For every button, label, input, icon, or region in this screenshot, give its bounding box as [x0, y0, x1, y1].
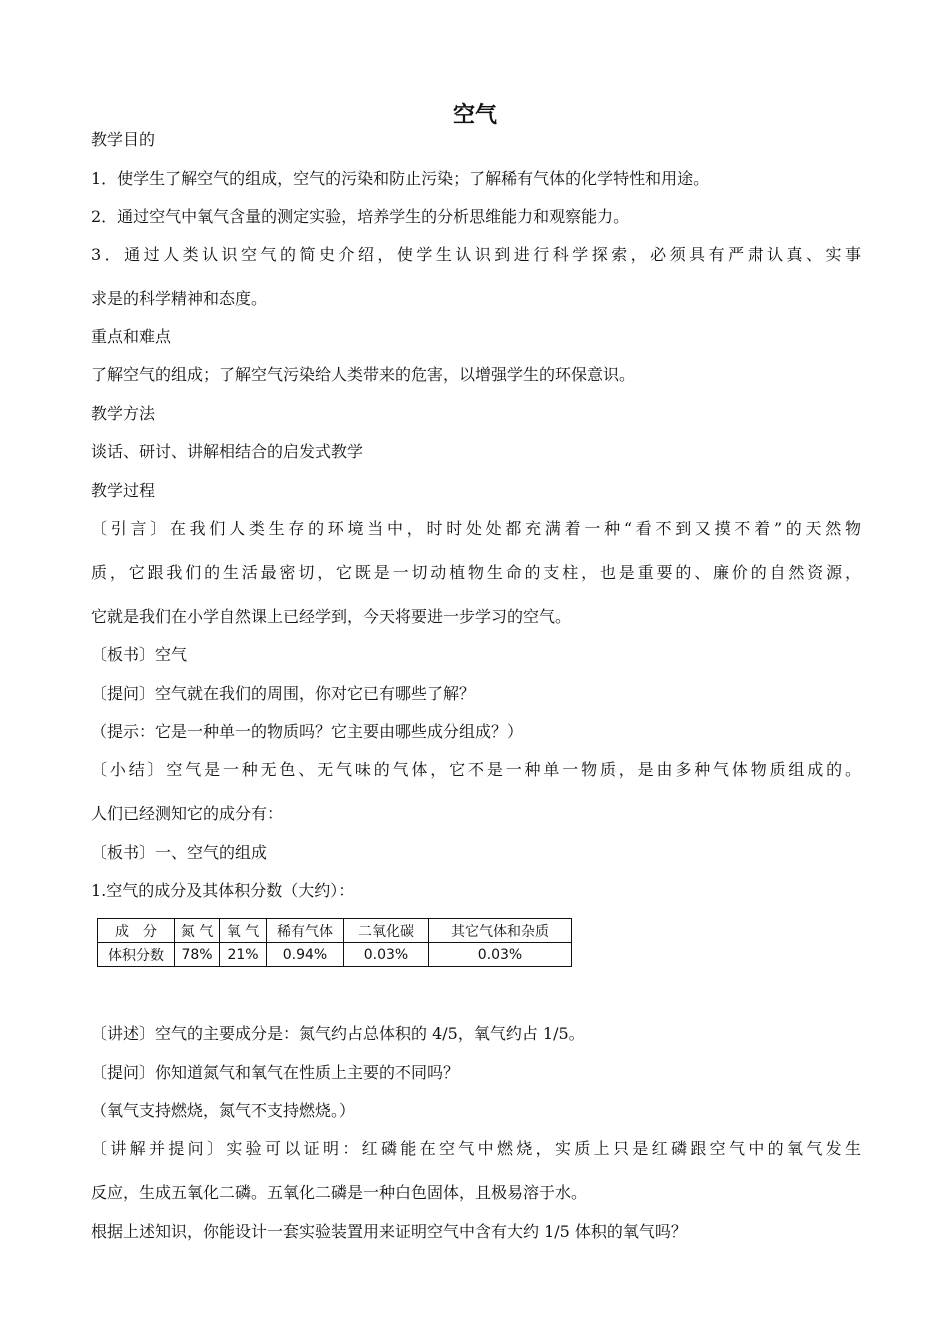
table-cell: 成 分 [98, 919, 175, 943]
summary-line-1: 〔小结〕空气是一种无色、无气味的气体，它不是一种单一物质，是由多种气体物质组成的。 [91, 760, 861, 779]
goal-3-cont: 求是的科学精神和态度。 [91, 289, 268, 308]
question-2: 〔提问〕你知道氮气和氧气在性质上主要的不同吗？ [91, 1063, 460, 1082]
goal-1: 1．使学生了解空气的组成，空气的污染和防止污染；了解稀有气体的化学特性和用途。 [91, 169, 710, 188]
narration-main-components: 〔讲述〕空气的主要成分是：氮气约占总体积的 4/5，氧气约占 1/5。 [91, 1024, 585, 1043]
table-cell: 二氧化碳 [344, 919, 429, 943]
composition-heading: 1.空气的成分及其体积分数（大约）： [91, 881, 355, 900]
table-header-row [98, 919, 572, 943]
goal-2: 2．通过空气中氧气含量的测定实验，培养学生的分析思维能力和观察能力。 [91, 207, 630, 226]
table-cell: 0.94% [267, 943, 344, 967]
teaching-method-text: 谈话、研讨、讲解相结合的启发式教学 [91, 442, 364, 461]
heading-teaching-method: 教学方法 [91, 404, 156, 423]
board-composition: 〔板书〕一、空气的组成 [91, 843, 268, 862]
answer-2: （氧气支持燃烧，氮气不支持燃烧。） [91, 1101, 356, 1120]
hint: （提示：它是一种单一的物质吗？它主要由哪些成分组成？） [91, 722, 524, 741]
explain-line-1: 〔讲解并提问〕实验可以证明：红磷能在空气中燃烧，实质上只是红磷跟空气中的氧气发生 [91, 1139, 861, 1158]
question-1: 〔提问〕空气就在我们的周围，你对它已有哪些了解？ [91, 684, 476, 703]
table-cell: 21% [220, 943, 267, 967]
intro-line-3: 它就是我们在小学自然课上已经学到，今天将要进一步学习的空气。 [91, 607, 572, 626]
table-row [98, 943, 572, 967]
board-air: 〔板书〕空气 [91, 645, 188, 664]
table-cell: 0.03% [344, 943, 429, 967]
heading-key-points: 重点和难点 [91, 327, 172, 346]
design-question: 根据上述知识，你能设计一套实验装置用来证明空气中含有大约 1/5 体积的氧气吗？ [91, 1222, 687, 1241]
table-cell: 氧 气 [220, 919, 267, 943]
table-cell: 稀有气体 [267, 919, 344, 943]
goal-3: 3．通过人类认识空气的简史介绍，使学生认识到进行科学探索，必须具有严肃认真、实事 [91, 245, 861, 264]
explain-line-2: 反应，生成五氧化二磷。五氧化二磷是一种白色固体，且极易溶于水。 [91, 1183, 588, 1202]
page-title: 空气 [452, 103, 497, 128]
heading-teaching-process: 教学过程 [91, 481, 156, 500]
table-cell: 氮 气 [175, 919, 220, 943]
key-points-text: 了解空气的组成；了解空气污染给人类带来的危害，以增强学生的环保意识。 [91, 365, 636, 384]
table-cell: 0.03% [429, 943, 572, 967]
table-cell: 其它气体和杂质 [429, 919, 572, 943]
intro-line-2: 质，它跟我们的生活最密切，它既是一切动植物生命的支柱，也是重要的、廉价的自然资源， [91, 563, 861, 582]
heading-teaching-goals: 教学目的 [91, 130, 156, 149]
table-cell: 体积分数 [98, 943, 175, 967]
summary-line-2: 人们已经测知它的成分有： [91, 804, 284, 823]
intro-line-1: 〔引言〕在我们人类生存的环境当中，时时处处都充满着一种“看不到又摸不着”的天然物 [91, 519, 861, 538]
composition-table [97, 918, 572, 967]
table-cell: 78% [175, 943, 220, 967]
